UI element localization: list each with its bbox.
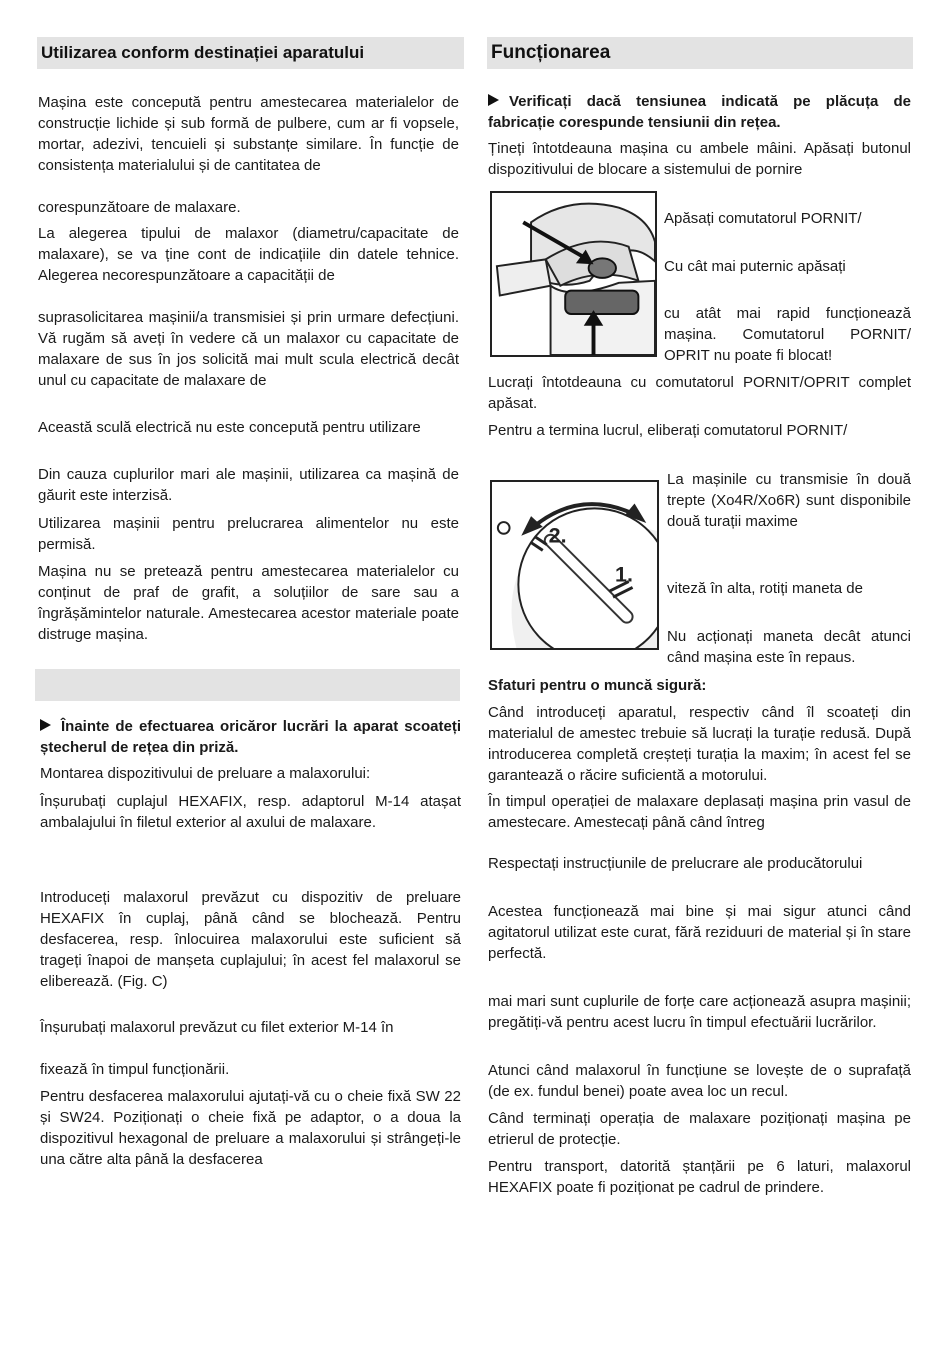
figure-text: Cu cât mai puternic apăsați (664, 258, 846, 275)
paragraph: Acestea funcționează mai bine și mai sigur atunci când agitatorul utilizat este curat, fără reziduuri de material și în stare perfectă. (488, 903, 911, 962)
paragraph: Respectați instrucțiunile de prelucrare ale producătorului (488, 855, 863, 872)
figure-gear-selector (490, 480, 659, 650)
figure-text: La mașinile cu transmisie în două trepte (Xo4R/Xo6R) sunt disponibile două turații maxime (667, 471, 911, 530)
figure-text: cu atât mai rapid funcționează mașina. Comutatorul PORNIT/ OPRIT nu poate fi blocat! (664, 305, 911, 364)
paragraph: Pentru a termina lucrul, eliberați comutatorul PORNIT/ (488, 422, 848, 439)
paragraph: Din cauza cuplurilor mari ale mașinii, utilizarea ca mașină de găurit este interzisă. (38, 466, 459, 504)
figure-text: viteză în alta, rotiți maneta de (667, 580, 863, 597)
gear-label-2: 2. (548, 523, 567, 548)
paragraph: Când terminați operația de malaxare poziționați mașina pe etrierul de protecție. (488, 1110, 911, 1148)
paragraph: Atunci când malaxorul în funcțiune se lovește de o suprafață (de ex. fundul benei) poate avea loc un recul. (488, 1062, 911, 1100)
safety-title: Sfaturi pentru o muncă sigură: (488, 677, 707, 694)
paragraph: Utilizarea mașinii pentru prelucrarea alimentelor nu este permisă. (38, 515, 459, 553)
gear-label-1: 1. (615, 562, 633, 587)
switch-illustration (492, 193, 655, 355)
figure-switch (490, 191, 657, 357)
section-heading-blank (35, 669, 460, 701)
warning-unplug: Înainte de efectuarea oricăror lucrări la aparat scoateți ștecherul de rețea din priză. (40, 718, 461, 756)
paragraph: Lucrați întotdeauna cu comutatorul PORNIT/OPRIT complet apăsat. (488, 374, 911, 412)
figure-text: Apăsați comutatorul PORNIT/ (664, 210, 862, 227)
arrow-right-icon (40, 719, 51, 731)
paragraph: În timpul operației de malaxare deplasați mașina prin vasul de amestecare. Amestecați până când întreg (488, 793, 911, 831)
paragraph: Mașina este concepută pentru amestecarea materialelor de construcție lichide și sub formă de pulbere, cum ar fi vopsele, mortar, adezivi, tencuieli și substanțe similare. În funcție de consistența materialului și de cantitatea de (38, 94, 459, 174)
paragraph: La alegerea tipului de malaxor (diametru/capacitate de malaxare), se va ține cont de indicațiile din datele tehnice. Alegerea necorespunzătoare a capacității de (38, 225, 459, 284)
paragraph: Înșurubați malaxorul prevăzut cu filet exterior M-14 în (40, 1019, 394, 1036)
paragraph: Mașina nu se pretează pentru amestecarea materialelor cu conținut de praf de grafit, a soluțiilor de sare sau a îngrășămintelor naturale. Amestecarea acestor materiale poate distruge mașina. (38, 563, 459, 643)
paragraph: Introduceți malaxorul prevăzut cu dispozitiv de preluare HEXAFIX în cuplaj, până când se blochează. Pentru desfacerea, resp. înlocuirea malaxorului este suficient să trageți înapoi de manșeta cuplajului; în acest fel malaxorul se eliberează. (Fig. C) (40, 889, 461, 990)
paragraph: corespunzătoare de malaxare. (38, 199, 241, 216)
arrow-right-icon (488, 94, 499, 106)
paragraph: Pentru desfacerea malaxorului ajutați-vă cu o cheie fixă SW 22 și SW24. Poziționați o cheie fixă pe adaptor, o a doua la dispozitivul hexagonal de preluare a malaxorului și strângeți-le una către alta până la desfacerea (40, 1088, 461, 1168)
paragraph: Înșurubați cuplajul HEXAFIX, resp. adaptorul M-14 atașat ambalajului în filetul exterior al axului de malaxare. (40, 793, 461, 831)
paragraph: Această sculă electrică nu este concepută pentru utilizare (38, 419, 421, 436)
warning-voltage: Verificați dacă tensiunea indicată pe plăcuța de fabricație corespunde tensiunii din rețea. (488, 93, 911, 131)
figure-text: Nu acționați maneta decât atunci când mașina este în repaus. (667, 628, 911, 666)
paragraph: Pentru transport, datorită ștanțării pe 6 laturi, malaxorul HEXAFIX poate fi poziționat pe cadrul de prindere. (488, 1158, 911, 1196)
section-heading-intended-use: Utilizarea conform destinației aparatului (37, 37, 464, 69)
gear-selector-illustration (492, 482, 657, 648)
paragraph: Țineți întotdeauna mașina cu ambele mâini. Apăsați butonul dispozitivului de blocare a sistemului de pornire (488, 140, 911, 178)
section-heading-operation: Funcționarea (487, 37, 913, 69)
paragraph: mai mari sunt cuplurile de forțe care acționează asupra mașinii; pregătiți-vă pentru acest lucru în timpul efectuării lucrărilor. (488, 993, 911, 1031)
paragraph: fixează în timpul funcționării. (40, 1061, 230, 1078)
paragraph: Când introduceți aparatul, respectiv când îl scoateți din materialul de amestec trebuie să lucrați la turație redusă. După introducerea completă creșteți turația la maxim; în acest fel se garantează o răcire suficientă a motorului. (488, 704, 911, 784)
paragraph: Montarea dispozitivului de preluare a malaxorului: (40, 765, 371, 782)
paragraph: suprasolicitarea mașinii/a transmisiei și prin urmare defecțiuni. Vă rugăm să aveți în vedere că un malaxor cu capacitate de malaxare de sus în jos solicită mai mult scula electrică decât unul cu capacitate de malaxare de (38, 309, 459, 389)
